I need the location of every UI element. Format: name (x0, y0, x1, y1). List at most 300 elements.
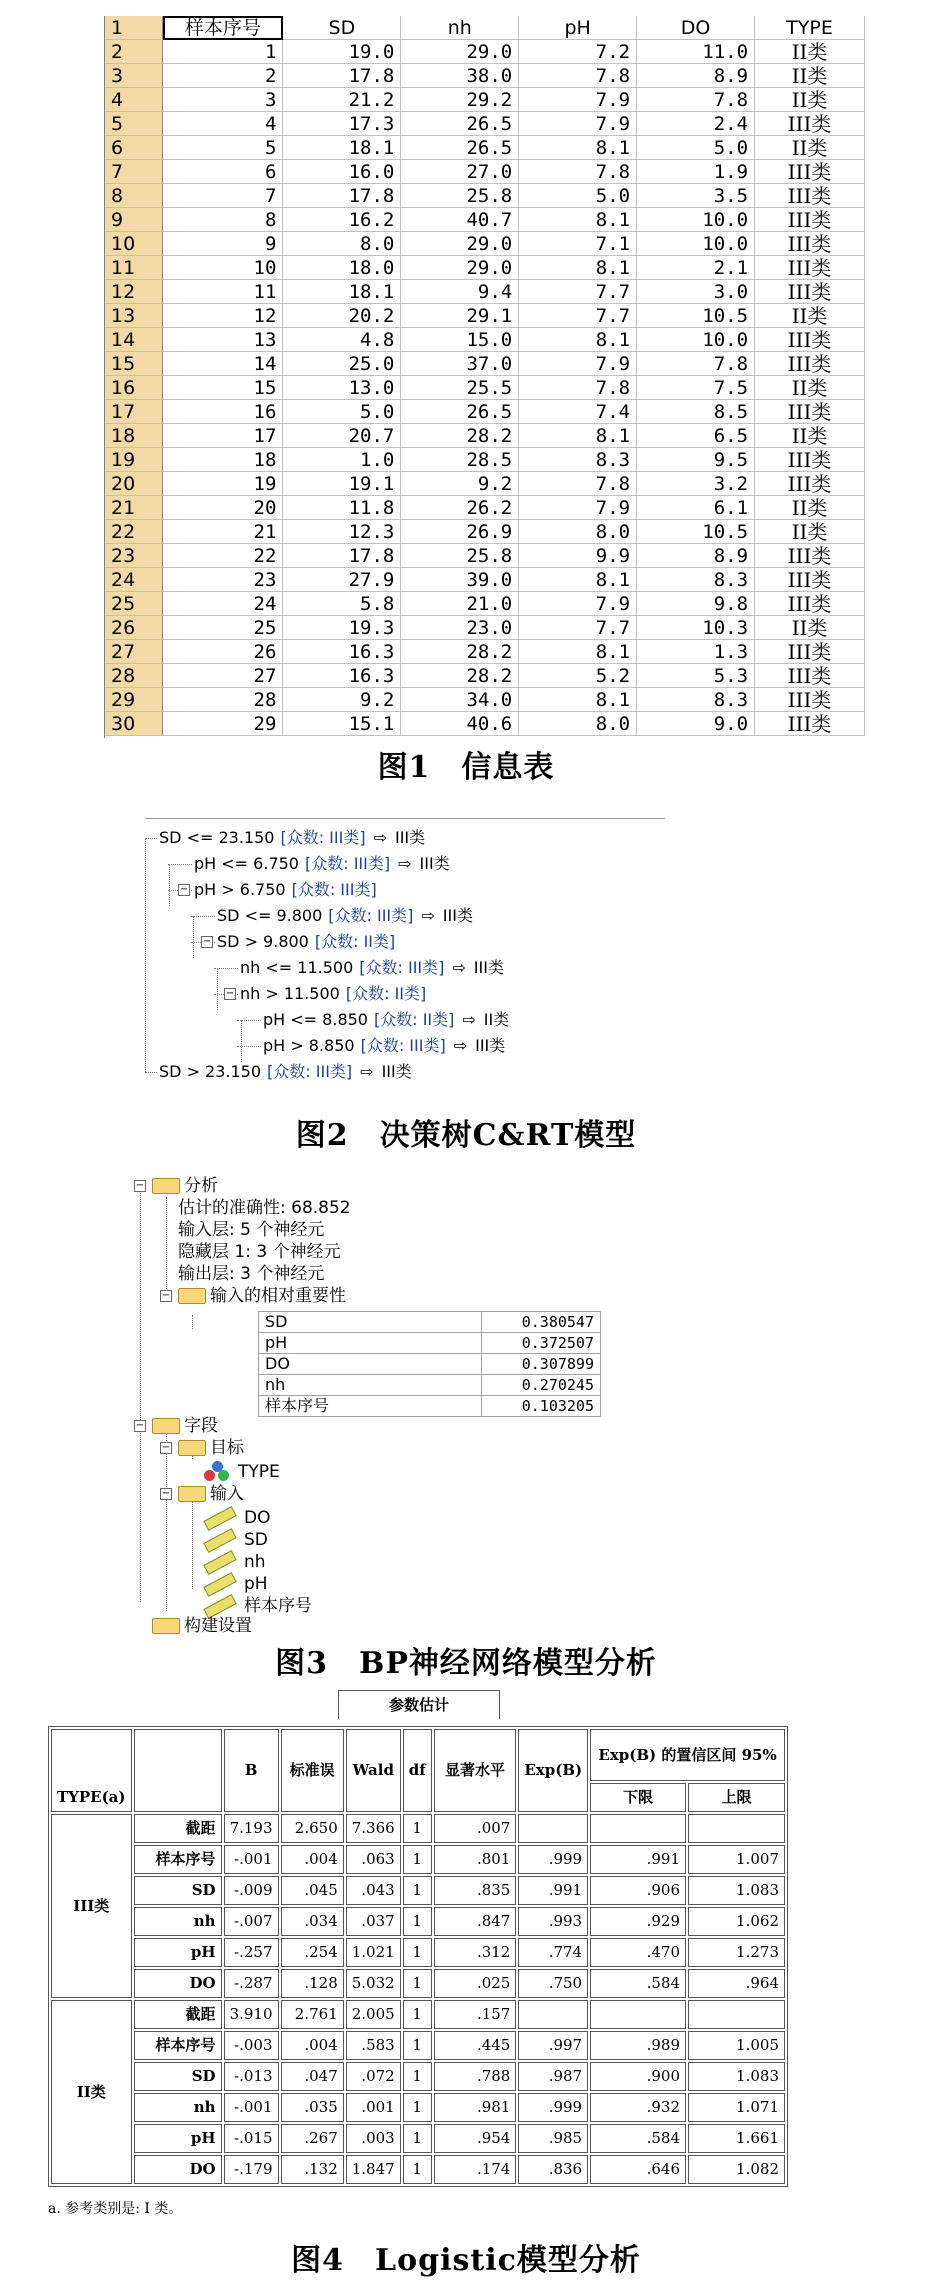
analysis-node[interactable]: 分析 (152, 1175, 218, 1197)
table-cell[interactable]: 15.1 (283, 712, 401, 736)
table-cell[interactable]: 16.2 (283, 208, 401, 232)
table-cell[interactable]: 7.8 (519, 472, 637, 496)
row-header[interactable]: 18 (105, 424, 163, 448)
table-row (105, 688, 865, 712)
table-cell[interactable]: 15.0 (401, 328, 519, 352)
table-cell[interactable]: 18.0 (283, 256, 401, 280)
table-cell[interactable]: 23 (163, 568, 283, 592)
table-cell[interactable]: 11.8 (283, 496, 401, 520)
table-cell[interactable]: 26 (163, 640, 283, 664)
table-cell[interactable]: 23.0 (401, 616, 519, 640)
table-cell[interactable]: 5.2 (519, 664, 637, 688)
row-header[interactable]: 22 (105, 520, 163, 544)
table-cell[interactable]: 1.0 (283, 448, 401, 472)
table-cell[interactable]: 2.1 (637, 256, 755, 280)
table-cell[interactable]: 27.0 (401, 160, 519, 184)
row-header[interactable]: 13 (105, 304, 163, 328)
table-cell[interactable]: 12.3 (283, 520, 401, 544)
row-header[interactable]: 23 (105, 544, 163, 568)
table-cell[interactable]: III类 (755, 712, 865, 736)
node-mode: [众数: III类] (291, 880, 377, 899)
folder-open-icon (152, 1418, 180, 1434)
table-cell: .646 (590, 2155, 686, 2184)
table-cell[interactable]: 3.2 (637, 472, 755, 496)
table-cell[interactable]: 19.3 (283, 616, 401, 640)
table-row (105, 712, 865, 736)
input-field-item[interactable] (204, 1595, 312, 1617)
row-header[interactable]: 6 (105, 136, 163, 160)
table-cell[interactable]: 7.9 (519, 496, 637, 520)
table-cell: .964 (688, 1969, 785, 1998)
table-cell[interactable]: III类 (755, 664, 865, 688)
table-cell[interactable]: 25.8 (401, 184, 519, 208)
table-cell[interactable]: 17.3 (283, 112, 401, 136)
table-row (51, 2062, 785, 2091)
row-header[interactable]: 12 (105, 280, 163, 304)
table-cell[interactable]: 1.3 (637, 640, 755, 664)
table-cell[interactable]: 7.4 (519, 400, 637, 424)
table-cell: 1.005 (688, 2031, 785, 2060)
table-cell[interactable]: II类 (755, 88, 865, 112)
row-label: 截距 (134, 2000, 222, 2029)
table-cell[interactable]: 26.5 (401, 400, 519, 424)
table-cell[interactable]: 18.1 (283, 136, 401, 160)
table-cell[interactable]: 6.5 (637, 424, 755, 448)
tree-node[interactable] (194, 853, 450, 875)
table-cell[interactable]: III类 (755, 352, 865, 376)
importance-node[interactable]: 输入的相对重要性 (178, 1285, 346, 1307)
table-cell[interactable]: 21.0 (401, 592, 519, 616)
table-cell: 1.661 (688, 2124, 785, 2153)
table-cell: .981 (434, 2093, 517, 2122)
node-result: II类 (483, 1010, 510, 1029)
table-cell[interactable]: 25.5 (401, 376, 519, 400)
row-header[interactable]: 4 (105, 88, 163, 112)
row-header[interactable]: 15 (105, 352, 163, 376)
table-cell[interactable]: 7.7 (519, 616, 637, 640)
table-cell[interactable]: III类 (755, 160, 865, 184)
folder-open-icon (152, 1178, 180, 1194)
table-cell[interactable]: 17.8 (283, 184, 401, 208)
table-cell[interactable]: 9.4 (401, 280, 519, 304)
inputs-node[interactable]: 输入 (178, 1483, 244, 1505)
table-cell[interactable]: 27.9 (283, 568, 401, 592)
table-cell[interactable]: 7.5 (637, 376, 755, 400)
table-cell[interactable]: III类 (755, 448, 865, 472)
table-cell[interactable]: 18 (163, 448, 283, 472)
table-cell: .584 (590, 1969, 686, 1998)
row-header[interactable]: 10 (105, 232, 163, 256)
tree-node[interactable] (194, 879, 377, 901)
table-cell[interactable]: II类 (755, 136, 865, 160)
table-cell[interactable]: 7 (163, 184, 283, 208)
column-header-cell[interactable]: DO (637, 16, 755, 40)
table-row (105, 64, 865, 88)
table-row (105, 232, 865, 256)
tree-node[interactable] (263, 1009, 509, 1031)
table-cell[interactable]: II类 (755, 64, 865, 88)
table-cell[interactable]: 20.7 (283, 424, 401, 448)
table-cell[interactable]: 7.9 (519, 352, 637, 376)
table-cell[interactable]: 7.1 (519, 232, 637, 256)
column-header-cell[interactable]: SD (283, 16, 401, 40)
table-cell[interactable]: 26.9 (401, 520, 519, 544)
column-header-cell[interactable]: TYPE (755, 16, 865, 40)
table-cell[interactable]: 8.9 (637, 544, 755, 568)
table-cell[interactable]: 26.5 (401, 112, 519, 136)
table-cell[interactable]: III类 (755, 112, 865, 136)
table-cell[interactable]: III类 (755, 400, 865, 424)
table-cell[interactable]: 5.3 (637, 664, 755, 688)
table-cell[interactable]: 16 (163, 400, 283, 424)
table-cell[interactable]: 7.7 (519, 280, 637, 304)
table-cell[interactable]: 1.9 (637, 160, 755, 184)
table-cell[interactable]: 9 (163, 232, 283, 256)
table-cell[interactable]: 14 (163, 352, 283, 376)
table-cell[interactable]: 8 (163, 208, 283, 232)
table-cell[interactable]: 12 (163, 304, 283, 328)
collapse-toggle[interactable]: − (161, 1290, 171, 1301)
table-cell[interactable]: 29.1 (401, 304, 519, 328)
folder-open-icon (178, 1288, 206, 1304)
table-cell[interactable]: 17.8 (283, 64, 401, 88)
table-cell[interactable]: 15 (163, 376, 283, 400)
table-row (105, 520, 865, 544)
collapse-toggle[interactable]: − (135, 1180, 145, 1191)
table-cell: .991 (590, 1845, 686, 1874)
tree-node[interactable] (263, 1035, 505, 1057)
table-cell[interactable]: 29.0 (401, 256, 519, 280)
table-cell[interactable]: II类 (755, 616, 865, 640)
table-cell[interactable]: 38.0 (401, 64, 519, 88)
table-cell[interactable]: 10 (163, 256, 283, 280)
table-cell[interactable]: 9.2 (401, 472, 519, 496)
input-field-item[interactable] (204, 1529, 268, 1551)
table-cell[interactable]: 28.2 (401, 664, 519, 688)
table-cell: .063 (346, 1845, 401, 1874)
column-header-cell[interactable]: nh (401, 16, 519, 40)
table-cell[interactable]: 3.0 (637, 280, 755, 304)
table-cell[interactable]: 18.1 (283, 280, 401, 304)
table-cell[interactable]: 25.0 (283, 352, 401, 376)
col-sig: 显著水平 (434, 1729, 517, 1812)
table-cell[interactable]: 9.5 (637, 448, 755, 472)
table-cell[interactable]: 10.0 (637, 208, 755, 232)
table-cell[interactable]: 6 (163, 160, 283, 184)
table-cell[interactable]: 9.9 (519, 544, 637, 568)
table-cell[interactable]: 7.8 (519, 160, 637, 184)
table-cell[interactable]: 40.6 (401, 712, 519, 736)
row-header[interactable]: 11 (105, 256, 163, 280)
table-cell[interactable]: 2 (163, 64, 283, 88)
collapse-toggle[interactable]: − (161, 1442, 171, 1453)
table-cell[interactable]: III类 (755, 280, 865, 304)
table-row (51, 2124, 785, 2153)
row-header[interactable]: 9 (105, 208, 163, 232)
table-cell[interactable]: 8.1 (519, 256, 637, 280)
table-cell[interactable]: III类 (755, 328, 865, 352)
table-cell[interactable]: 8.9 (637, 64, 755, 88)
row-header[interactable]: 28 (105, 664, 163, 688)
table-cell[interactable]: 29.0 (401, 40, 519, 64)
table-cell[interactable]: 9.8 (637, 592, 755, 616)
table-cell: 1 (403, 2031, 432, 2060)
tree-node[interactable] (159, 827, 425, 849)
table-cell[interactable]: III类 (755, 256, 865, 280)
table-cell[interactable]: 19.0 (283, 40, 401, 64)
tree-node[interactable] (240, 983, 426, 1005)
table-cell[interactable]: 34.0 (401, 688, 519, 712)
table-cell[interactable]: 6.1 (637, 496, 755, 520)
table-row (51, 1907, 785, 1936)
table-cell[interactable]: 16.3 (283, 664, 401, 688)
table-cell[interactable]: 27 (163, 664, 283, 688)
table-cell: -.015 (224, 2124, 279, 2153)
table-cell[interactable]: 17.8 (283, 544, 401, 568)
table-cell[interactable]: 28 (163, 688, 283, 712)
table-cell: 1 (403, 1907, 432, 1936)
table-cell[interactable]: 8.1 (519, 640, 637, 664)
table-cell[interactable]: 7.2 (519, 40, 637, 64)
fields-node[interactable]: 字段 (152, 1415, 218, 1437)
node-condition: SD <= 23.150 (159, 828, 275, 847)
table-cell[interactable]: 17 (163, 424, 283, 448)
table-cell[interactable]: 8.1 (519, 688, 637, 712)
table-cell[interactable]: 26.5 (401, 136, 519, 160)
table-cell[interactable]: 10.3 (637, 616, 755, 640)
row-header[interactable]: 16 (105, 376, 163, 400)
row-header[interactable]: 30 (105, 712, 163, 736)
node-condition: pH > 8.850 (263, 1036, 355, 1055)
table-cell[interactable]: 28.5 (401, 448, 519, 472)
table-cell[interactable]: 19.1 (283, 472, 401, 496)
table-row (105, 40, 865, 64)
table-cell[interactable]: II类 (755, 376, 865, 400)
row-header[interactable]: 14 (105, 328, 163, 352)
table-row (51, 2155, 785, 2184)
table-cell[interactable]: 22 (163, 544, 283, 568)
node-condition: pH <= 6.750 (194, 854, 299, 873)
importance-name: DO (259, 1354, 482, 1375)
collapse-toggle[interactable]: − (202, 936, 212, 947)
table-cell[interactable]: 29.2 (401, 88, 519, 112)
table-row (105, 592, 865, 616)
importance-row (259, 1354, 601, 1375)
node-condition: pH > 6.750 (194, 880, 286, 899)
table-cell[interactable]: II类 (755, 424, 865, 448)
row-header[interactable]: 17 (105, 400, 163, 424)
table-cell[interactable]: 10.5 (637, 304, 755, 328)
table-cell[interactable]: 7.8 (637, 88, 755, 112)
table-row (105, 448, 865, 472)
table-cell[interactable]: 10.0 (637, 232, 755, 256)
tree-node[interactable] (240, 957, 504, 979)
table-cell[interactable]: 28.2 (401, 424, 519, 448)
table-cell[interactable]: 8.0 (519, 520, 637, 544)
table-cell[interactable]: 3.5 (637, 184, 755, 208)
table-cell[interactable]: 29.0 (401, 232, 519, 256)
table-cell[interactable]: 8.1 (519, 568, 637, 592)
table-cell[interactable]: 7.9 (519, 112, 637, 136)
table-cell[interactable]: 28.2 (401, 640, 519, 664)
table-cell[interactable]: 29 (163, 712, 283, 736)
col-wald: Wald (346, 1729, 401, 1812)
table-cell[interactable]: 26.2 (401, 496, 519, 520)
table-cell[interactable]: 25 (163, 616, 283, 640)
tree-node[interactable] (217, 905, 473, 927)
input-field-item[interactable] (204, 1551, 266, 1573)
tree-node[interactable] (217, 931, 395, 953)
row-header[interactable]: 8 (105, 184, 163, 208)
table-cell[interactable]: 8.1 (519, 424, 637, 448)
row-header[interactable]: 20 (105, 472, 163, 496)
collapse-toggle[interactable]: − (179, 884, 189, 895)
table-cell[interactable]: 4 (163, 112, 283, 136)
node-mode: [众数: III类] (359, 958, 445, 977)
table-cell[interactable]: III类 (755, 184, 865, 208)
table-cell[interactable]: III类 (755, 688, 865, 712)
table-cell: .997 (518, 2031, 588, 2060)
row-header[interactable]: 27 (105, 640, 163, 664)
importance-row (259, 1333, 601, 1354)
table-row (51, 1814, 785, 1843)
input-field-item[interactable] (204, 1573, 268, 1595)
row-header[interactable]: 5 (105, 112, 163, 136)
table-cell: 1.071 (688, 2093, 785, 2122)
row-header[interactable]: 21 (105, 496, 163, 520)
table-cell[interactable]: 16.0 (283, 160, 401, 184)
row-header[interactable]: 24 (105, 568, 163, 592)
range-field-icon (203, 1550, 236, 1575)
table-cell[interactable]: III类 (755, 568, 865, 592)
table-cell: .034 (281, 1907, 344, 1936)
table-cell[interactable]: 37.0 (401, 352, 519, 376)
table-cell[interactable]: 21 (163, 520, 283, 544)
table-cell[interactable]: 4.8 (283, 328, 401, 352)
row-header[interactable]: 1 (105, 16, 163, 40)
table-cell[interactable]: 11.0 (637, 40, 755, 64)
table-cell[interactable]: III类 (755, 640, 865, 664)
table-cell[interactable]: 8.1 (519, 136, 637, 160)
table-cell[interactable]: 10.5 (637, 520, 755, 544)
table-cell[interactable]: 13.0 (283, 376, 401, 400)
table-row (105, 256, 865, 280)
table-cell[interactable]: 8.0 (283, 232, 401, 256)
table-cell[interactable]: 20 (163, 496, 283, 520)
table-cell[interactable]: III类 (755, 544, 865, 568)
table-cell: -.009 (224, 1876, 279, 1905)
table-cell[interactable]: II类 (755, 40, 865, 64)
table-cell[interactable]: 16.3 (283, 640, 401, 664)
table-cell[interactable]: 8.3 (519, 448, 637, 472)
table-cell[interactable]: 40.7 (401, 208, 519, 232)
row-header[interactable]: 2 (105, 40, 163, 64)
table-cell: -.257 (224, 1938, 279, 1967)
table-cell[interactable]: 8.3 (637, 568, 755, 592)
input-field-label: SD (244, 1530, 268, 1550)
table-cell[interactable]: 9.2 (283, 688, 401, 712)
table-cell[interactable]: 20.2 (283, 304, 401, 328)
table-cell[interactable]: 9.0 (637, 712, 755, 736)
column-header-cell[interactable]: pH (519, 16, 637, 40)
node-result: III类 (381, 1062, 412, 1081)
table-cell: .312 (434, 1938, 517, 1967)
table-cell: .047 (281, 2062, 344, 2091)
tree-connector (145, 1072, 157, 1073)
table-cell[interactable]: 7.8 (519, 376, 637, 400)
tree-node[interactable] (159, 1061, 412, 1083)
table-cell[interactable]: 7.8 (519, 64, 637, 88)
importance-name: pH (259, 1333, 482, 1354)
table-cell[interactable]: 19 (163, 472, 283, 496)
col-exp: Exp(B) (518, 1729, 588, 1812)
table-cell[interactable]: 8.3 (637, 688, 755, 712)
table-cell: 5.032 (346, 1969, 401, 1998)
table-cell[interactable]: II类 (755, 520, 865, 544)
table-cell[interactable]: II类 (755, 304, 865, 328)
build-settings-node[interactable]: 构建设置 (152, 1615, 252, 1637)
table-cell: 1 (403, 1814, 432, 1843)
table-cell[interactable]: 24 (163, 592, 283, 616)
row-header[interactable]: 29 (105, 688, 163, 712)
table-cell[interactable]: 7.7 (519, 304, 637, 328)
table-cell[interactable]: 10.0 (637, 328, 755, 352)
row-header[interactable]: 25 (105, 592, 163, 616)
table-cell[interactable]: 8.5 (637, 400, 755, 424)
row-header[interactable]: 19 (105, 448, 163, 472)
table-cell[interactable]: 8.1 (519, 328, 637, 352)
table-cell[interactable]: 3 (163, 88, 283, 112)
table-cell[interactable]: III类 (755, 208, 865, 232)
table-cell[interactable]: 5 (163, 136, 283, 160)
row-header[interactable]: 7 (105, 160, 163, 184)
row-header[interactable]: 26 (105, 616, 163, 640)
input-field-label: DO (244, 1508, 271, 1528)
row-header[interactable]: 3 (105, 64, 163, 88)
header-row (105, 16, 865, 40)
table-cell[interactable]: 7.9 (519, 88, 637, 112)
table-cell[interactable]: 5.0 (637, 136, 755, 160)
table-cell: .470 (590, 1938, 686, 1967)
table-cell[interactable]: III类 (755, 592, 865, 616)
table-cell[interactable]: 25.8 (401, 544, 519, 568)
table-cell[interactable]: 5.0 (283, 400, 401, 424)
table-cell[interactable]: 1 (163, 40, 283, 64)
table-cell[interactable]: 8.0 (519, 712, 637, 736)
table-cell[interactable]: 11 (163, 280, 283, 304)
target-node[interactable]: 目标 (178, 1437, 244, 1459)
collapse-toggle[interactable]: − (135, 1420, 145, 1431)
table-cell[interactable]: 13 (163, 328, 283, 352)
table-row (105, 568, 865, 592)
collapse-toggle[interactable]: − (161, 1488, 171, 1499)
table-cell[interactable]: III类 (755, 472, 865, 496)
table-cell[interactable]: 39.0 (401, 568, 519, 592)
table-cell[interactable]: 5.0 (519, 184, 637, 208)
tree-connector (217, 968, 218, 1010)
table-cell[interactable]: 2.4 (637, 112, 755, 136)
collapse-toggle[interactable]: − (225, 988, 235, 999)
table-cell[interactable]: 8.1 (519, 208, 637, 232)
column-header-cell[interactable]: 样本序号 (163, 16, 283, 40)
table-cell[interactable]: 7.9 (519, 592, 637, 616)
table-cell[interactable]: II类 (755, 496, 865, 520)
table-cell[interactable]: 21.2 (283, 88, 401, 112)
table-cell[interactable]: III类 (755, 232, 865, 256)
input-field-item[interactable] (204, 1507, 270, 1529)
table-cell[interactable]: 5.8 (283, 592, 401, 616)
table-cell[interactable]: 7.8 (637, 352, 755, 376)
